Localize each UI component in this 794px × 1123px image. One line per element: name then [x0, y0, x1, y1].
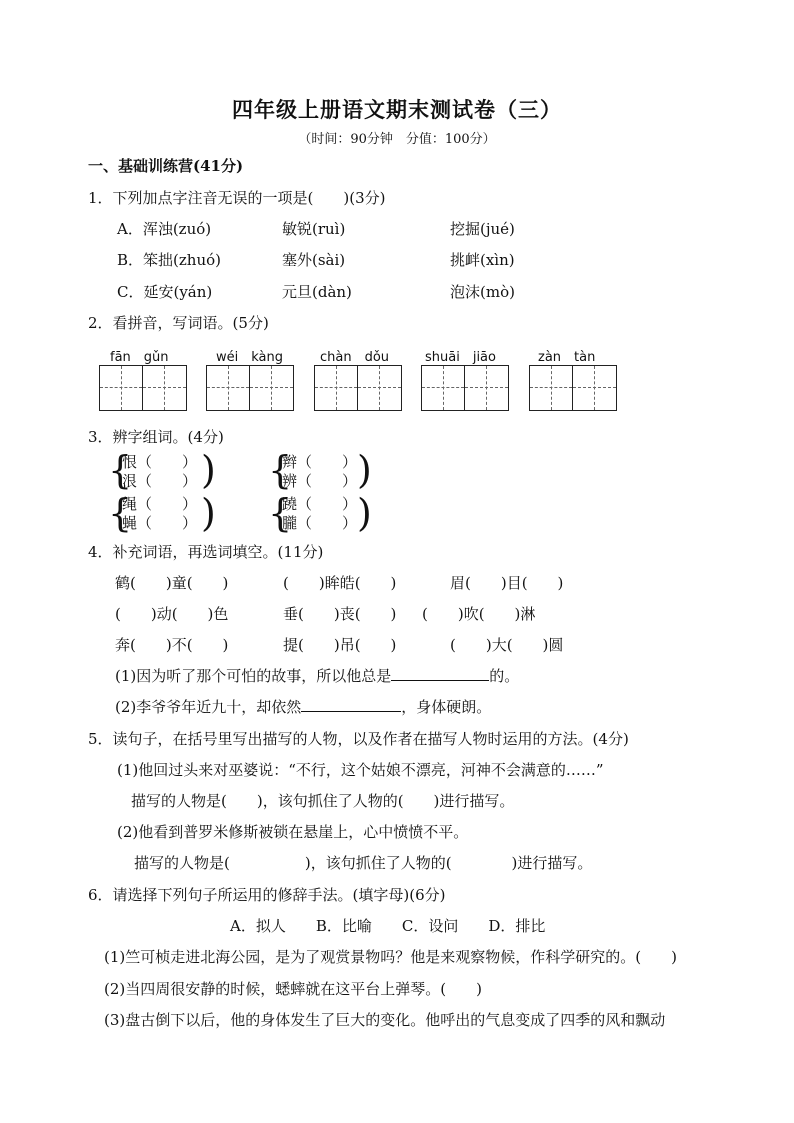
- right-bracket: ): [201, 448, 216, 492]
- q3-char-4a: 蹺（ ）: [282, 495, 358, 513]
- q1-option-c-3: 泡沫(mò): [450, 283, 515, 301]
- left-brace: {: [108, 491, 133, 535]
- q4-stem: 4．补充词语，再选词填空。(11分): [88, 543, 324, 561]
- q3-char-4b: 朧（ ）: [282, 514, 358, 532]
- left-brace: {: [108, 448, 133, 492]
- q4-idiom: ( )大( )圆: [450, 636, 564, 654]
- writing-box[interactable]: [529, 365, 617, 411]
- q3-stem: 3．辨字组词。(4分): [88, 428, 224, 446]
- q4-idiom: ( )吹( )淋: [422, 605, 536, 623]
- q1-option-b-2: 塞外(sài): [282, 251, 346, 269]
- pinyin-label: shuāi jiāo: [425, 350, 496, 365]
- right-bracket: ): [357, 491, 372, 535]
- q3-char-3a: 辫（ ）: [282, 453, 358, 471]
- writing-box[interactable]: [99, 365, 187, 411]
- pinyin-label: wéi kàng: [216, 350, 283, 365]
- q2-stem: 2．看拼音，写词语。(5分): [88, 314, 269, 332]
- q4-sentence-1: [115, 665, 519, 686]
- writing-box[interactable]: [421, 365, 509, 411]
- q1-option-a-3: 挖掘(jué): [450, 220, 515, 238]
- q5-sentence-2: (2)他看到普罗米修斯被锁在悬崖上，心中愤愤不平。: [117, 823, 469, 841]
- q5-fill-2: 描写的人物是( )，该句抓住了人物的( )进行描写。: [134, 854, 593, 872]
- q3-char-1b: 泿（ ）: [122, 472, 198, 490]
- q1-option-c-1: C．延安(yán): [117, 283, 213, 301]
- q5-stem: 5．读句子，在括号里写出描写的人物，以及作者在描写人物时运用的方法。(4分): [88, 730, 629, 748]
- q4-idiom: 鹤( )童( ): [115, 574, 229, 592]
- writing-box[interactable]: [314, 365, 402, 411]
- pinyin-label: chàn dǒu: [320, 350, 390, 365]
- q4-sentence-2: [115, 696, 491, 717]
- q4-idiom: 提( )吊( ): [283, 636, 397, 654]
- q4-sentence-1-text: (1)因为听了那个可怕的故事，所以他总是: [115, 667, 392, 685]
- q5-sentence-1: (1)他回过头来对巫婆说：“不行，这个姑娘不漂亮，河神不会满意的……”: [117, 761, 604, 779]
- page-title: 四年级上册语文期末测试卷（三）: [232, 97, 562, 122]
- q4-idiom: ( )眸皓( ): [283, 574, 397, 592]
- q1-option-b-3: 挑衅(xìn): [450, 251, 515, 269]
- q4-sentence-1-end: 的。: [489, 667, 520, 685]
- q1-option-b-1: B．笨拙(zhuó): [117, 251, 221, 269]
- section-heading: 一、基础训练营(41分): [88, 157, 244, 175]
- q1-stem: 1．下列加点字注音无误的一项是( )(3分): [88, 189, 386, 207]
- q4-sentence-2-text: (2)李爷爷年近九十，却依然: [115, 698, 302, 716]
- q3-char-1a: 恨（ ）: [122, 453, 198, 471]
- left-brace: {: [268, 491, 293, 535]
- page-subtitle: （时间：90分钟 分值：100分）: [298, 132, 496, 147]
- right-bracket: ): [201, 491, 216, 535]
- writing-box[interactable]: [206, 365, 294, 411]
- q4-idiom: 奔( )不( ): [115, 636, 229, 654]
- right-bracket: ): [357, 448, 372, 492]
- q1-option-a-2: 敏锐(ruì): [282, 220, 346, 238]
- q3-char-2b: 蝇（ ）: [122, 514, 198, 532]
- q4-idiom: ( )动( )色: [115, 605, 229, 623]
- pinyin-label: zàn tàn: [538, 350, 596, 365]
- q3-char-3b: 辨（ ）: [282, 472, 358, 490]
- q6-sentence-1: (1)竺可桢走进北海公园，是为了观赏景物吗？他是来观察物候，作科学研究的。( ): [104, 948, 677, 966]
- pinyin-label: fān gǔn: [110, 350, 169, 365]
- q3-char-2a: 绳（ ）: [122, 495, 198, 513]
- q6-sentence-2: (2)当四周很安静的时候，蟋蟀就在这平台上弹琴。( ): [104, 980, 482, 998]
- q4-sentence-2-end: ，身体硬朗。: [401, 698, 492, 716]
- q4-idiom: 垂( )丧( ): [283, 605, 397, 623]
- q6-options: A．拟人 B．比喻 C．设问 D．排比: [230, 917, 546, 935]
- q4-idiom: 眉( )目( ): [450, 574, 564, 592]
- q5-fill-1: 描写的人物是( )，该句抓住了人物的( )进行描写。: [131, 792, 515, 810]
- fill-blank[interactable]: [301, 697, 401, 712]
- left-brace: {: [268, 448, 293, 492]
- q6-sentence-3: (3)盘古倒下以后，他的身体发生了巨大的变化。他呼出的气息变成了四季的风和飘动: [104, 1011, 666, 1029]
- fill-blank[interactable]: [391, 666, 489, 681]
- q6-stem: 6．请选择下列句子所运用的修辞手法。(填字母)(6分): [88, 886, 446, 904]
- q1-option-c-2: 元旦(dàn): [282, 283, 352, 301]
- q1-option-a-1: A．浑浊(zuó): [117, 220, 212, 238]
